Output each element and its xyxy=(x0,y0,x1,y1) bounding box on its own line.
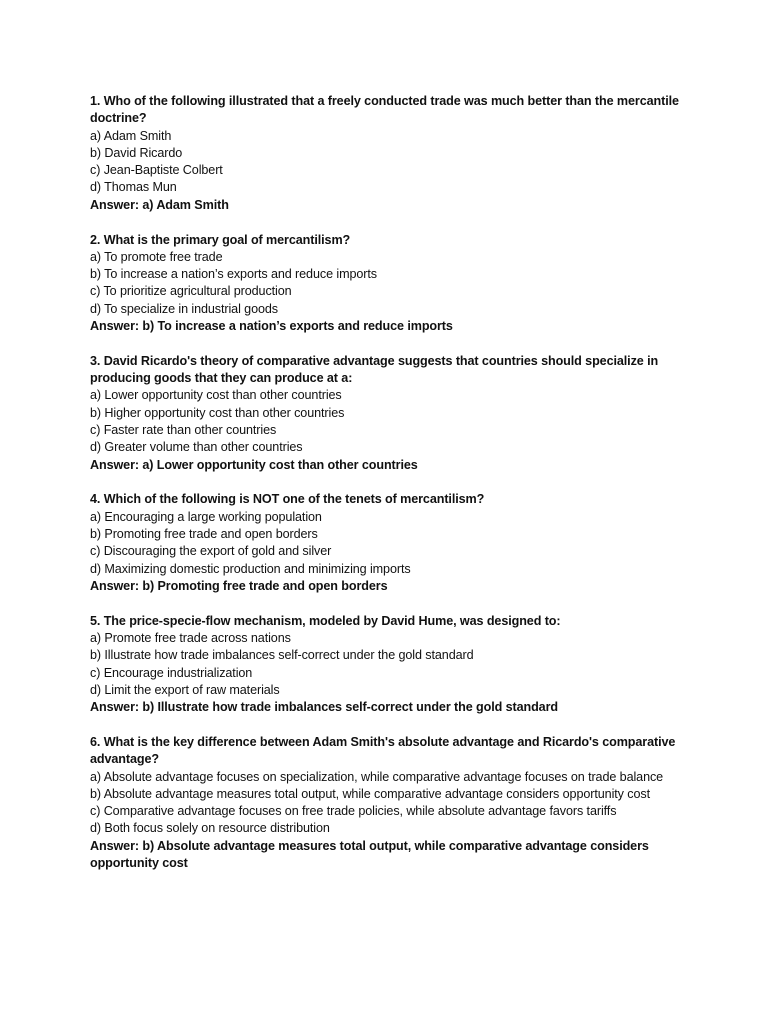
option-a: a) Lower opportunity cost than other countries xyxy=(90,388,342,403)
question-3 xyxy=(90,353,690,474)
option-c: c) To prioritize agricultural production xyxy=(90,284,292,299)
option-b: b) Higher opportunity cost than other countries xyxy=(90,405,345,420)
question-text: 3. David Ricardo's theory of comparative advantage suggests that countries should specialize in producing goods that they can produce at a: xyxy=(90,353,659,386)
option-d: d) Both focus solely on resource distribution xyxy=(90,821,330,836)
option-b: b) Illustrate how trade imbalances self-correct under the gold standard xyxy=(90,648,474,663)
answer-line: Answer: b) Illustrate how trade imbalances self-correct under the gold standard xyxy=(90,700,558,715)
option-c: c) Encourage industrialization xyxy=(90,665,253,680)
question-text: 4. Which of the following is NOT one of the tenets of mercantilism? xyxy=(90,492,485,507)
question-4 xyxy=(90,491,690,595)
document-page xyxy=(90,93,690,890)
option-d: d) To specialize in industrial goods xyxy=(90,301,278,316)
option-a: a) To promote free trade xyxy=(90,249,223,264)
answer-line: Answer: b) Absolute advantage measures total output, while comparative advantage considers opportunity cost xyxy=(90,838,649,871)
question-6 xyxy=(90,734,690,872)
option-a: a) Adam Smith xyxy=(90,128,172,143)
question-text: 1. Who of the following illustrated that a freely conducted trade was much better than the mercantile doctrine? xyxy=(90,94,679,126)
option-d: d) Limit the export of raw materials xyxy=(90,682,280,697)
option-b: b) Promoting free trade and open borders xyxy=(90,527,318,542)
question-text: 6. What is the key difference between Adam Smith's absolute advantage and Ricardo's comparative advantage? xyxy=(90,735,676,767)
answer-line: Answer: a) Adam Smith xyxy=(90,197,229,212)
question-2 xyxy=(90,232,690,336)
answer-line: Answer: b) Promoting free trade and open borders xyxy=(90,578,388,593)
option-a: a) Promote free trade across nations xyxy=(90,631,291,646)
option-c: c) Faster rate than other countries xyxy=(90,423,277,438)
option-d: d) Thomas Mun xyxy=(90,180,177,195)
option-c: c) Discouraging the export of gold and silver xyxy=(90,544,332,559)
option-b: b) To increase a nation’s exports and reduce imports xyxy=(90,267,377,282)
option-d: d) Maximizing domestic production and minimizing imports xyxy=(90,561,411,576)
question-1 xyxy=(90,93,690,214)
question-5 xyxy=(90,613,690,717)
answer-line: Answer: b) To increase a nation’s exports and reduce imports xyxy=(90,319,453,334)
question-text: 2. What is the primary goal of mercantilism? xyxy=(90,232,351,247)
option-b: b) Absolute advantage measures total output, while comparative advantage considers opportunity cost xyxy=(90,786,650,801)
option-c: c) Jean-Baptiste Colbert xyxy=(90,163,223,178)
answer-line: Answer: a) Lower opportunity cost than other countries xyxy=(90,457,418,472)
question-text: 5. The price-specie-flow mechanism, modeled by David Hume, was designed to: xyxy=(90,613,561,628)
option-a: a) Encouraging a large working population xyxy=(90,509,322,524)
option-d: d) Greater volume than other countries xyxy=(90,440,303,455)
option-a: a) Absolute advantage focuses on specialization, while comparative advantage focuses on trade balance xyxy=(90,769,664,784)
option-c: c) Comparative advantage focuses on free trade policies, while absolute advantage favors tariffs xyxy=(90,804,617,819)
option-b: b) David Ricardo xyxy=(90,145,183,160)
